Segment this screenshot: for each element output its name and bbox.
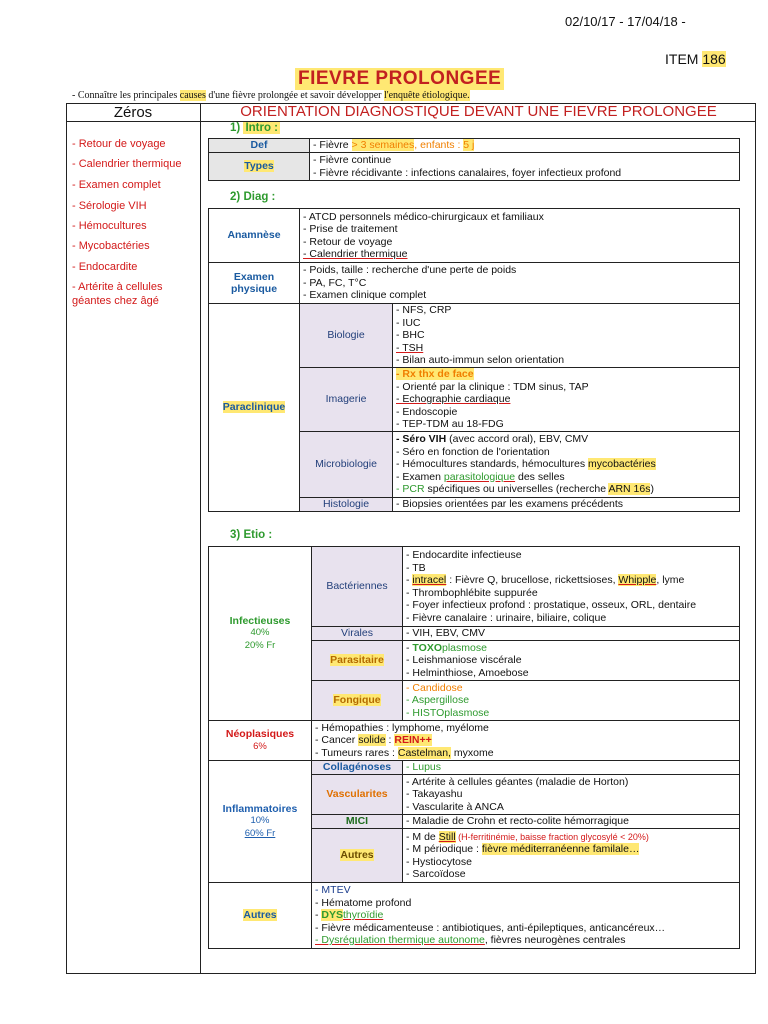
section-intro-heading [230, 122, 280, 134]
infectieuses-label [209, 547, 312, 721]
aut-line-a: - Dysrégulation thermique autonome [315, 934, 485, 947]
fongique-value [403, 681, 740, 721]
micro-line [396, 433, 736, 446]
section-number: 3) [230, 529, 241, 541]
micro-line [396, 471, 736, 484]
autres-label-text: Autres [243, 909, 277, 922]
anamnese-line: - Calendrier thermique [303, 248, 408, 260]
anamnese-label: Anamnèse [209, 209, 300, 263]
bact-line-c: : Fièvre Q, brucellose, rickettsioses, [446, 574, 619, 586]
biologie-line: - BHC [396, 329, 425, 342]
imagerie-line [396, 368, 736, 381]
aut-line: - Hématome profond [315, 896, 412, 909]
micro-line-rest: (avec accord oral), EBV, CMV [446, 433, 589, 446]
aut-line [315, 909, 736, 922]
fong-line: - Aspergillose [406, 694, 470, 707]
para-line: - Helminthiose, Amoebose [406, 666, 529, 679]
section-label: Etio : [243, 529, 273, 541]
examen-value [300, 263, 740, 304]
microbiologie-value [393, 432, 740, 498]
parasitaire-value [403, 641, 740, 681]
mici-label: MICI [312, 815, 403, 829]
micro-line-a: - Examen [396, 470, 444, 483]
vasc-line: - Vascularite à ANCA [406, 800, 504, 813]
biologie-value [393, 304, 740, 368]
section-number: 2) [230, 191, 241, 203]
bact-line-b: intracel [412, 574, 447, 586]
zero-item: - Hémocultures [72, 220, 147, 232]
zero-item: - Sérologie VIH [72, 200, 147, 212]
examen-line: - Examen clinique complet [303, 289, 427, 302]
imagerie-line: - Orienté par la clinique : TDM sinus, TAP [396, 380, 589, 393]
autres-inflammatoires-label [312, 829, 403, 883]
aut-line-a: - [315, 909, 322, 922]
bact-line [406, 574, 736, 587]
item-prefix: ITEM [665, 51, 699, 67]
aut-line [315, 934, 736, 947]
bact-line-e: , lyme [656, 574, 685, 586]
section-etio-heading [230, 529, 272, 541]
micro-line-a: - Hémocultures standards, hémocultures [396, 458, 588, 471]
vascularites-label: Vascularites [312, 775, 403, 815]
micro-line-b: spécifiques ou universelles (recherche [424, 483, 609, 496]
neo-line [315, 734, 736, 747]
imagerie-line: - TEP-TDM au 18-FDG [396, 418, 504, 431]
neo-line [315, 747, 736, 760]
mici-line: - Maladie de Crohn et recto-colite hémorragique [406, 815, 629, 828]
section-diag-heading [230, 191, 275, 203]
header-divider [66, 121, 756, 122]
intro-table [208, 138, 740, 181]
zero-item: - Endocardite [72, 261, 138, 273]
para-line-c: plasmose [441, 641, 487, 654]
imagerie-line: - Endoscopie [396, 405, 458, 418]
histologie-value [393, 498, 740, 512]
types-label [209, 153, 310, 181]
anamnese-line: - Prise de traitement [303, 223, 398, 235]
infectieuses-pct: 20% Fr [244, 639, 276, 651]
anamnese-line: - ATCD personnels médico-chirurgicaux et familiaux [303, 210, 544, 223]
imagerie-value [393, 368, 740, 432]
paraclinique-label [209, 304, 300, 512]
virales-label: Virales [312, 627, 403, 641]
micro-line-a: - PCR [396, 483, 425, 496]
objective [72, 90, 470, 101]
para-line-a: - [406, 641, 413, 654]
auti-line-a: - M périodique : [406, 843, 482, 855]
neoplasiques-label-text: Néoplasiques [225, 728, 295, 740]
examen-label: Examen physique [209, 263, 300, 304]
infectieuses-pct: 40% [250, 627, 270, 639]
micro-line-b: mycobactéries [588, 458, 656, 471]
para-line: - Leishmaniose viscérale [406, 654, 522, 667]
fongique-label [312, 681, 403, 721]
examen-line: - Poids, taille : recherche d'une perte de poids [303, 264, 517, 277]
biologie-line: - Bilan auto-immun selon orientation [396, 354, 565, 367]
bacteriennes-label: Bactériennes [312, 547, 403, 627]
micro-line-c: des selles [515, 470, 565, 483]
types-value [310, 153, 740, 181]
objective-text-c: d'une fièvre prolongée et savoir développer [205, 90, 384, 101]
def-value [310, 139, 740, 153]
zero-item: - Calendrier thermique [72, 158, 182, 170]
vascularites-value [403, 775, 740, 815]
biologie-label: Biologie [300, 304, 393, 368]
types-line: - Fièvre continue [313, 154, 392, 166]
objective-text-b: causes [179, 90, 206, 101]
para-line [406, 642, 736, 655]
zero-item: - Retour de voyage [72, 138, 166, 150]
micro-line [396, 458, 736, 471]
autres-value [312, 883, 740, 949]
orientation-heading: ORIENTATION DIAGNOSTIQUE DEVANT UNE FIEVRE PROLONGEE [240, 103, 717, 120]
aut-line-b: , fièvres neurogènes centrales [484, 934, 626, 947]
bact-line: - Fièvre canalaire : urinaire, biliaire, colique [406, 611, 607, 624]
diag-table [208, 208, 740, 512]
parasitaire-label [312, 641, 403, 681]
anamnese-line: - Retour de voyage [303, 235, 393, 248]
neo-line-b: solide [358, 734, 386, 747]
autres-label [209, 883, 312, 949]
auti-line-b: fièvre méditerranéenne familale… [481, 843, 640, 855]
collagenoses-line: - Lupus [406, 761, 442, 774]
inflammatoires-label [209, 761, 312, 883]
micro-line-d: ) [650, 483, 654, 496]
neo-line: - Hémopathies : lymphome, myélome [315, 721, 489, 734]
auti-line: - Sarcoïdose [406, 868, 466, 880]
histologie-line: - Biopsies orientées par les examens précédents [396, 498, 624, 511]
zero-item: - Mycobactéries [72, 240, 150, 252]
inflammatoires-label-text: Inflammatoires [222, 802, 298, 815]
def-text-c: , enfants : [414, 139, 464, 152]
neo-line-c: myxome [450, 746, 494, 759]
zero-item: - Artérite à cellules géantes chez âgé [72, 281, 163, 307]
biologie-line: - TSH [396, 341, 424, 354]
bact-line-d: Whipple [618, 574, 657, 586]
examen-line: - PA, FC, T°C [303, 276, 367, 289]
dates: 02/10/17 - 17/04/18 - [565, 14, 686, 29]
virales-value [403, 627, 740, 641]
item-label [665, 51, 726, 67]
vasc-line: - Takayashu [406, 788, 463, 801]
item-number: 186 [702, 51, 726, 67]
micro-line-bold: - Séro VIH [396, 433, 447, 446]
auti-line [406, 831, 736, 844]
inflammatoires-pct: 10% [250, 815, 270, 827]
def-text-b: > 3 semaines [351, 139, 415, 152]
zeros-heading: Zéros [113, 104, 153, 121]
neo-line-a: - Tumeurs rares : [315, 746, 398, 759]
fong-line: - Candidose [406, 681, 463, 694]
bact-line: - Foyer infectieux profond : prostatique, osseux, ORL, dentaire [406, 599, 697, 611]
collagenoses-value [403, 761, 740, 775]
section-label: Intro : [245, 122, 279, 134]
imagerie-line: - Echographie cardiaque [396, 393, 511, 406]
section-label: Diag : [243, 191, 276, 203]
bact-line: - TB [406, 561, 426, 574]
mici-value [403, 815, 740, 829]
def-label: Def [209, 139, 310, 153]
aut-line: - MTEV [315, 884, 351, 897]
neoplasiques-value [312, 721, 740, 761]
aut-line-b: DYS [321, 909, 344, 922]
page-title: FIEVRE PROLONGEE [295, 68, 504, 90]
autres-inflammatoires-label-text: Autres [340, 849, 374, 862]
section-number: 1) [230, 122, 241, 134]
micro-line: - Séro en fonction de l'orientation [396, 445, 550, 458]
fong-line: - HISTOplasmose [406, 706, 490, 719]
def-text-d: 5 j [463, 139, 475, 152]
bact-line: - Thrombophlébite suppurée [406, 586, 538, 599]
imagerie-line-text: - Rx thx de face [396, 368, 474, 381]
neo-line-a: - Cancer [315, 734, 359, 747]
neo-line-b: Castelman, [397, 746, 451, 759]
auti-line [406, 843, 736, 856]
biologie-line: - IUC [396, 316, 421, 329]
def-text-a: - Fièvre [313, 139, 352, 152]
bact-line: - Endocardite infectieuse [406, 549, 522, 561]
aut-line: - Fièvre médicamenteuse : antibiotiques, anti-épileptiques, anticancéreux… [315, 921, 666, 934]
inflammatoires-pct: 60% Fr [244, 827, 276, 839]
neoplasiques-pct: 6% [253, 740, 267, 752]
autres-inflammatoires-value [403, 829, 740, 883]
infectieuses-label-text: Infectieuses [229, 614, 291, 627]
anamnese-value [300, 209, 740, 263]
biologie-line: - NFS, CRP [396, 304, 452, 317]
bacteriennes-value [403, 547, 740, 627]
micro-line [396, 483, 736, 496]
aut-line-c: thyroïdie [343, 909, 384, 922]
para-line-b: TOXO [412, 641, 442, 654]
zero-item: - Examen complet [72, 179, 161, 191]
parasitaire-label-text: Parasitaire [330, 654, 384, 667]
virales-line: - VIH, EBV, CMV [406, 627, 485, 640]
imagerie-label: Imagerie [300, 368, 393, 432]
types-label-text: Types [244, 160, 274, 173]
micro-line-b: parasitologique [443, 470, 516, 483]
microbiologie-label: Microbiologie [300, 432, 393, 498]
column-divider [200, 103, 201, 974]
auti-line: - Hystiocytose [406, 855, 472, 868]
vasc-line: - Artérite à cellules géantes (maladie de Horton) [406, 775, 629, 788]
fongique-label-text: Fongique [333, 694, 381, 707]
neoplasiques-label [209, 721, 312, 761]
objective-text-a: - Connaître les principales [72, 90, 180, 101]
micro-line-c: ARN 16s [608, 483, 651, 496]
neo-line-d: REIN++ [394, 734, 432, 747]
neo-line-c: : [385, 734, 395, 747]
auti-line-a: - M de [406, 830, 439, 843]
etio-table [208, 546, 740, 949]
types-line: - Fièvre récidivante : infections canalaires, foyer infectieux profond [313, 166, 622, 179]
auti-line-b: Still [438, 830, 456, 843]
bact-line-a: - [406, 574, 413, 586]
collagenoses-label: Collagénoses [312, 761, 403, 775]
paraclinique-label-text: Paraclinique [222, 401, 286, 414]
histologie-label: Histologie [300, 498, 393, 512]
auti-line-c: (H-ferritinémie, baisse fraction glycosylé < 20%) [455, 831, 649, 842]
objective-text-d: l'enquête étiologique. [383, 90, 470, 101]
